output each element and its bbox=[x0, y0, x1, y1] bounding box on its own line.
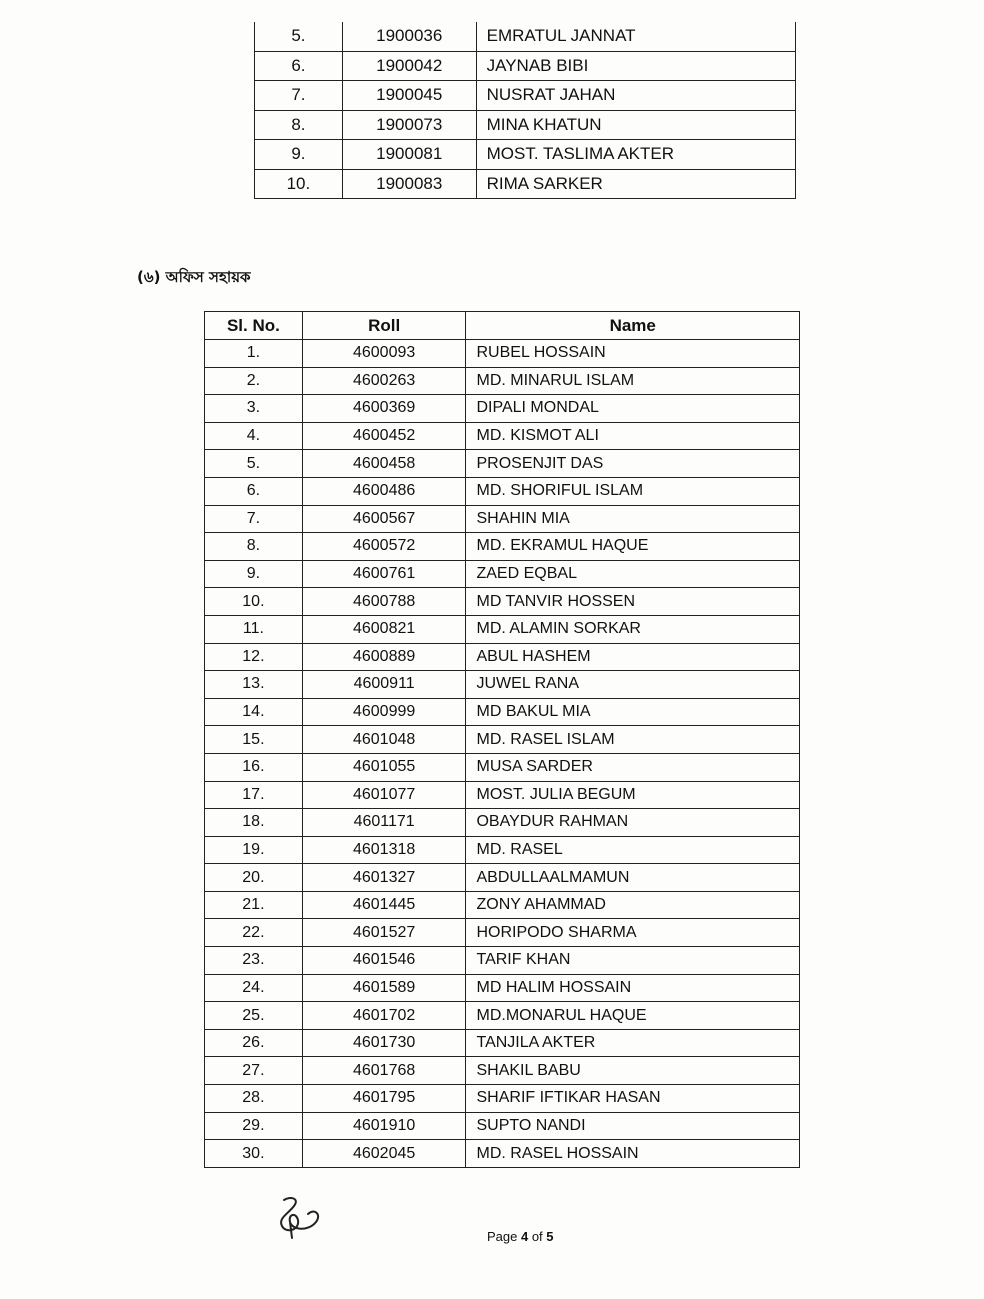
cell-sl-no: 24. bbox=[205, 974, 303, 1002]
cell-name: SHAHIN MIA bbox=[466, 505, 800, 533]
cell-sl-no: 16. bbox=[205, 753, 303, 781]
table-row bbox=[205, 671, 800, 699]
cell-sl-no: 20. bbox=[205, 864, 303, 892]
cell-name: DIPALI MONDAL bbox=[466, 395, 800, 423]
table-row bbox=[255, 22, 796, 51]
cell-name: MD. RASEL ISLAM bbox=[466, 726, 800, 754]
cell-roll: 4601171 bbox=[302, 809, 466, 837]
table-header-row bbox=[205, 312, 800, 340]
cell-roll: 4601546 bbox=[302, 947, 466, 975]
page-label: Page bbox=[487, 1229, 521, 1244]
cell-sl-no: 9. bbox=[255, 140, 343, 170]
cell-name: JAYNAB BIBI bbox=[476, 51, 795, 81]
table-row bbox=[205, 395, 800, 423]
cell-name: RUBEL HOSSAIN bbox=[466, 340, 800, 368]
cell-name: ZAED EQBAL bbox=[466, 560, 800, 588]
cell-roll: 4601589 bbox=[302, 974, 466, 1002]
table-row bbox=[205, 533, 800, 561]
cell-name: MD. RASEL HOSSAIN bbox=[466, 1140, 800, 1168]
cell-name: MOST. TASLIMA AKTER bbox=[476, 140, 795, 170]
cell-roll: 4601768 bbox=[302, 1057, 466, 1085]
table-row bbox=[205, 340, 800, 368]
cell-name: ABUL HASHEM bbox=[466, 643, 800, 671]
cell-name: MUSA SARDER bbox=[466, 753, 800, 781]
cell-name: ABDULLAALMAMUN bbox=[466, 864, 800, 892]
cell-sl-no: 29. bbox=[205, 1112, 303, 1140]
section-heading: (৬) অফিস সহায়ক bbox=[137, 268, 251, 286]
table-row bbox=[205, 753, 800, 781]
cell-sl-no: 18. bbox=[205, 809, 303, 837]
cell-roll: 4600911 bbox=[302, 671, 466, 699]
table-row bbox=[255, 140, 796, 170]
cell-sl-no: 12. bbox=[205, 643, 303, 671]
cell-sl-no: 6. bbox=[255, 51, 343, 81]
cell-roll: 4601077 bbox=[302, 781, 466, 809]
cell-name: MINA KHATUN bbox=[476, 110, 795, 140]
page-footer bbox=[487, 1229, 554, 1244]
table-row bbox=[205, 367, 800, 395]
cell-sl-no: 26. bbox=[205, 1029, 303, 1057]
table-row bbox=[205, 891, 800, 919]
table-row bbox=[255, 110, 796, 140]
cell-sl-no: 4. bbox=[205, 422, 303, 450]
cell-sl-no: 22. bbox=[205, 919, 303, 947]
cell-roll: 1900045 bbox=[342, 81, 476, 111]
cell-name: MD. RASEL bbox=[466, 836, 800, 864]
cell-sl-no: 23. bbox=[205, 947, 303, 975]
cell-sl-no: 10. bbox=[205, 588, 303, 616]
cell-roll: 1900083 bbox=[342, 169, 476, 199]
cell-roll: 1900036 bbox=[342, 22, 476, 51]
cell-name: MD. KISMOT ALI bbox=[466, 422, 800, 450]
cell-sl-no: 5. bbox=[205, 450, 303, 478]
table-row bbox=[205, 560, 800, 588]
table-row bbox=[205, 781, 800, 809]
cell-roll: 4600093 bbox=[302, 340, 466, 368]
cell-roll: 4601527 bbox=[302, 919, 466, 947]
cell-name: EMRATUL JANNAT bbox=[476, 22, 795, 51]
cell-name: SHAKIL BABU bbox=[466, 1057, 800, 1085]
table-row bbox=[205, 643, 800, 671]
cell-roll: 4601910 bbox=[302, 1112, 466, 1140]
cell-name: ZONY AHAMMAD bbox=[466, 891, 800, 919]
cell-sl-no: 17. bbox=[205, 781, 303, 809]
cell-name: MOST. JULIA BEGUM bbox=[466, 781, 800, 809]
cell-roll: 1900081 bbox=[342, 140, 476, 170]
cell-name: RIMA SARKER bbox=[476, 169, 795, 199]
cell-roll: 4600821 bbox=[302, 615, 466, 643]
cell-name: HORIPODO SHARMA bbox=[466, 919, 800, 947]
cell-name: MD BAKUL MIA bbox=[466, 698, 800, 726]
page-current: 4 bbox=[520, 1229, 529, 1244]
main-table-body bbox=[205, 340, 800, 1168]
cell-name: MD.MONARUL HAQUE bbox=[466, 1002, 800, 1030]
table-row bbox=[205, 726, 800, 754]
cell-roll: 4600452 bbox=[302, 422, 466, 450]
cell-roll: 4601795 bbox=[302, 1085, 466, 1113]
cell-roll: 1900073 bbox=[342, 110, 476, 140]
cell-name: TARIF KHAN bbox=[466, 947, 800, 975]
cell-roll: 4601318 bbox=[302, 836, 466, 864]
cell-sl-no: 10. bbox=[255, 169, 343, 199]
cell-sl-no: 21. bbox=[205, 891, 303, 919]
cell-sl-no: 6. bbox=[205, 477, 303, 505]
cell-name: JUWEL RANA bbox=[466, 671, 800, 699]
office-assistant-candidate-table bbox=[204, 311, 800, 1168]
cell-sl-no: 15. bbox=[205, 726, 303, 754]
cell-roll: 4600572 bbox=[302, 533, 466, 561]
cell-sl-no: 8. bbox=[205, 533, 303, 561]
cell-name: NUSRAT JAHAN bbox=[476, 81, 795, 111]
cell-name: PROSENJIT DAS bbox=[466, 450, 800, 478]
table-row bbox=[205, 836, 800, 864]
cell-roll: 1900042 bbox=[342, 51, 476, 81]
cell-sl-no: 5. bbox=[255, 22, 343, 51]
cell-name: MD. MINARUL ISLAM bbox=[466, 367, 800, 395]
table-row bbox=[205, 974, 800, 1002]
table-row bbox=[205, 1085, 800, 1113]
cell-roll: 4600369 bbox=[302, 395, 466, 423]
table-row bbox=[205, 1029, 800, 1057]
cell-roll: 4601327 bbox=[302, 864, 466, 892]
cell-sl-no: 27. bbox=[205, 1057, 303, 1085]
cell-sl-no: 30. bbox=[205, 1140, 303, 1168]
cell-name: SHARIF IFTIKAR HASAN bbox=[466, 1085, 800, 1113]
page-total: 5 bbox=[546, 1229, 554, 1244]
table-row bbox=[205, 809, 800, 837]
header-name: Name bbox=[466, 312, 800, 340]
table-row bbox=[205, 947, 800, 975]
cell-roll: 4600263 bbox=[302, 367, 466, 395]
cell-sl-no: 13. bbox=[205, 671, 303, 699]
continued-table-body bbox=[255, 22, 796, 199]
cell-sl-no: 19. bbox=[205, 836, 303, 864]
cell-sl-no: 7. bbox=[255, 81, 343, 111]
cell-name: MD. EKRAMUL HAQUE bbox=[466, 533, 800, 561]
table-row bbox=[205, 422, 800, 450]
cell-roll: 4602045 bbox=[302, 1140, 466, 1168]
table-row bbox=[255, 51, 796, 81]
handwritten-signature-icon bbox=[270, 1192, 330, 1242]
cell-name: MD TANVIR HOSSEN bbox=[466, 588, 800, 616]
cell-name: MD. ALAMIN SORKAR bbox=[466, 615, 800, 643]
cell-sl-no: 14. bbox=[205, 698, 303, 726]
cell-roll: 4601055 bbox=[302, 753, 466, 781]
cell-name: OBAYDUR RAHMAN bbox=[466, 809, 800, 837]
cell-sl-no: 7. bbox=[205, 505, 303, 533]
cell-name: TANJILA AKTER bbox=[466, 1029, 800, 1057]
cell-roll: 4600788 bbox=[302, 588, 466, 616]
cell-name: MD. SHORIFUL ISLAM bbox=[466, 477, 800, 505]
cell-sl-no: 9. bbox=[205, 560, 303, 588]
table-row bbox=[205, 505, 800, 533]
cell-sl-no: 8. bbox=[255, 110, 343, 140]
cell-roll: 4600458 bbox=[302, 450, 466, 478]
page-of-label: of bbox=[528, 1229, 547, 1244]
cell-roll: 4601048 bbox=[302, 726, 466, 754]
table-row bbox=[205, 1057, 800, 1085]
table-row bbox=[205, 1140, 800, 1168]
table-row bbox=[205, 1002, 800, 1030]
cell-roll: 4601730 bbox=[302, 1029, 466, 1057]
table-row bbox=[205, 864, 800, 892]
table-row bbox=[205, 588, 800, 616]
table-row bbox=[205, 698, 800, 726]
table-row bbox=[205, 477, 800, 505]
cell-roll: 4600999 bbox=[302, 698, 466, 726]
continued-candidate-table bbox=[254, 22, 796, 199]
cell-roll: 4600567 bbox=[302, 505, 466, 533]
table-row bbox=[205, 1112, 800, 1140]
cell-name: SUPTO NANDI bbox=[466, 1112, 800, 1140]
cell-name: MD HALIM HOSSAIN bbox=[466, 974, 800, 1002]
table-row bbox=[255, 81, 796, 111]
cell-roll: 4601702 bbox=[302, 1002, 466, 1030]
table-row bbox=[255, 169, 796, 199]
header-roll: Roll bbox=[302, 312, 466, 340]
header-sl-no: Sl. No. bbox=[205, 312, 303, 340]
cell-roll: 4600889 bbox=[302, 643, 466, 671]
table-row bbox=[205, 615, 800, 643]
cell-sl-no: 2. bbox=[205, 367, 303, 395]
table-row bbox=[205, 450, 800, 478]
cell-sl-no: 25. bbox=[205, 1002, 303, 1030]
table-row bbox=[205, 919, 800, 947]
cell-sl-no: 28. bbox=[205, 1085, 303, 1113]
cell-sl-no: 1. bbox=[205, 340, 303, 368]
cell-roll: 4601445 bbox=[302, 891, 466, 919]
cell-sl-no: 11. bbox=[205, 615, 303, 643]
cell-roll: 4600761 bbox=[302, 560, 466, 588]
cell-roll: 4600486 bbox=[302, 477, 466, 505]
cell-sl-no: 3. bbox=[205, 395, 303, 423]
